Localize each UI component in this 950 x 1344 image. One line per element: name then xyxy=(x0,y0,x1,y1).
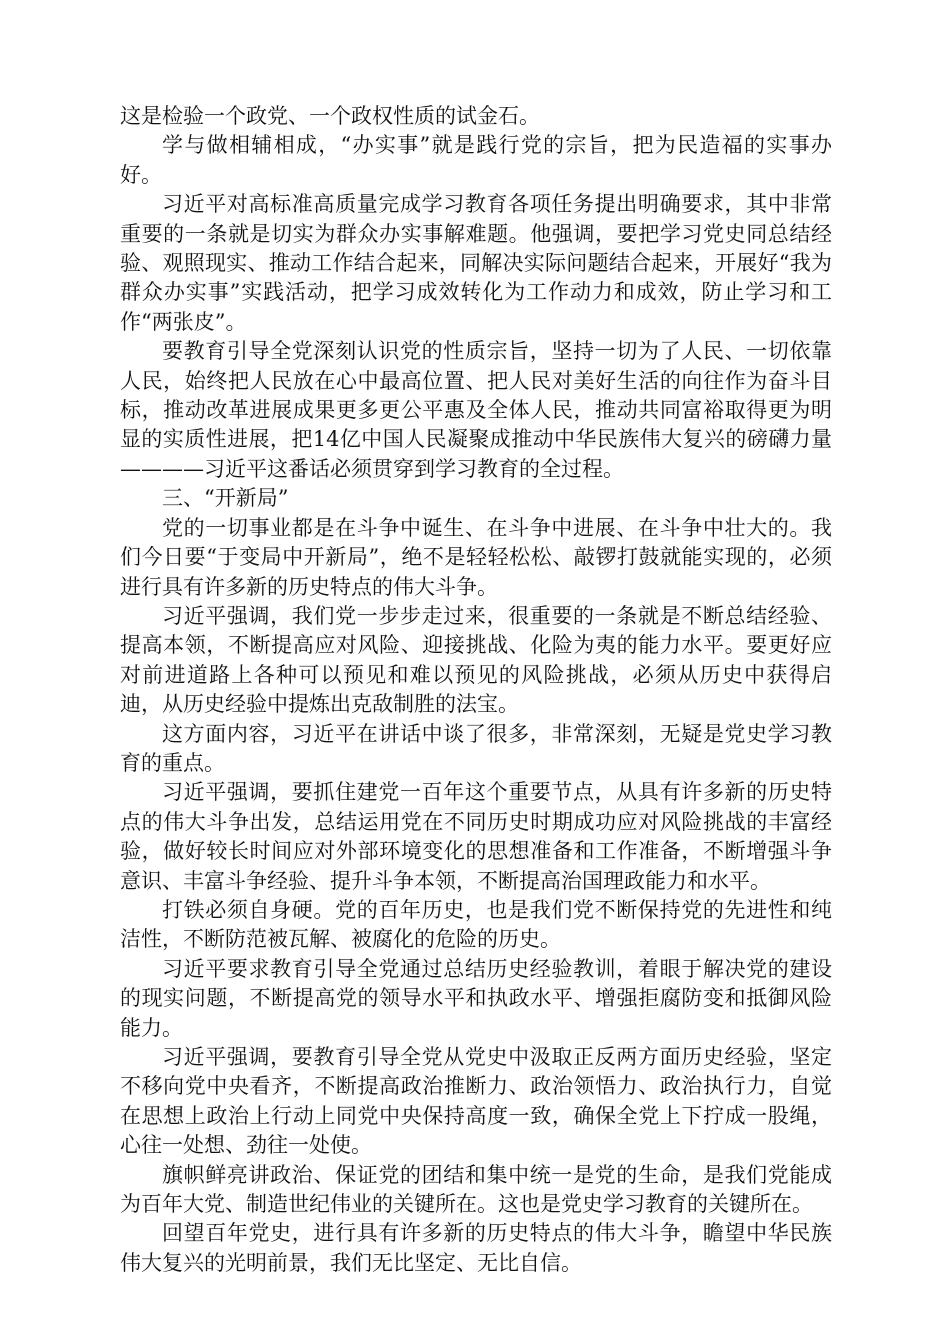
paragraph-party-building: 习近平要求教育引导全党通过总结历史经验教训，着眼于解决党的建设的现实问题，不断提高党的领导水平和执政水平、增强拒腐防变和抵御风险能力。 xyxy=(120,956,832,1040)
paragraph-requirements: 习近平对高标准高质量完成学习教育各项任务提出明确要求，其中非常重要的一条就是切实为群众办实事解难题。他强调，要把学习党史同总结经验、观照现实、推动工作结合起来，同解决实际问题结合起来，开展好“我为群众办实事”实践活动，把学习成效转化为工作动力和成效，防止学习和工作“两张皮”。 xyxy=(120,192,832,334)
document-page xyxy=(120,102,832,1278)
paragraph-experience: 习近平强调，我们党一步步走过来，很重要的一条就是不断总结经验、提高本领，不断提高应对风险、迎接挑战、化险为夷的能力水平。要更好应对前进道路上各种可以预见和难以预见的风险挑战，必须从历史中获得启迪，从历史经验中提炼出克敌制胜的法宝。 xyxy=(120,603,832,717)
paragraph-centenary: 习近平强调，要抓住建党一百年这个重要节点，从具有许多新的历史特点的伟大斗争出发，总结运用党在不同历史时期成功应对风险挑战的丰富经验，做好较长时间应对外部环境变化的思想准备和工作准备，不断增强斗争意识、丰富斗争经验、提升斗争本领，不断提高治国理政能力和水平。 xyxy=(120,780,832,893)
paragraph-struggle: 党的一切事业都是在斗争中诞生、在斗争中进展、在斗争中壮大的。我们今日要“于变局中开新局”，绝不是轻轻松松、敲锣打鼓就能实现的，必须进行具有许多新的历史特点的伟大斗争。 xyxy=(120,515,832,599)
paragraph-do-practical-things: 学与做相辅相成，“办实事”就是践行党的宗旨，把为民造福的实事办好。 xyxy=(120,133,832,187)
paragraph-unity: 旗帜鲜亮讲政治、保证党的团结和集中统一是党的生命，是我们党能成为百年大党、制造世纪伟业的关键所在。这也是党史学习教育的关键所在。 xyxy=(120,1162,832,1217)
paragraph-political-judgment: 习近平强调，要教育引导全党从党史中汲取正反两方面历史经验，坚定不移向党中央看齐，不断提高政治推断力、政治领悟力、政治执行力，自觉在思想上政治上行动上同党中央保持高度一致，确保全党上下拧成一股绳，心往一处想、劲往一处使。 xyxy=(120,1045,832,1158)
paragraph-continuation: 这是检验一个政党、一个政权性质的试金石。 xyxy=(120,104,540,128)
paragraph-self-discipline: 打铁必须自身硬。党的百年历史，也是我们党不断保持党的先进性和纯洁性，不断防范被瓦解、被腐化的危险的历史。 xyxy=(120,897,832,952)
section-heading-new-situation: 三、“开新局” xyxy=(162,486,289,511)
paragraph-party-nature: 要教育引导全党深刻认识党的性质宗旨，坚持一切为了人民、一切依靠人民，始终把人民放在心中最高位置、把人民对美好生活的向往作为奋斗目标，推动改革进展成果更多更公平惠及全体人民，推动共同富裕取得更为明显的实质性进展，把14亿中国人民凝聚成推动中华民族伟大复兴的磅礴力量————习近平这番话必须贯穿到学习教育的全过程。 xyxy=(120,339,832,481)
paragraph-focus: 这方面内容，习近平在讲话中谈了很多，非常深刻，无疑是党史学习教育的重点。 xyxy=(120,721,832,775)
paragraph-conclusion: 回望百年党史，进行具有许多新的历史特点的伟大斗争，瞻望中华民族伟大复兴的光明前景，我们无比坚定、无比自信。 xyxy=(120,1221,832,1275)
